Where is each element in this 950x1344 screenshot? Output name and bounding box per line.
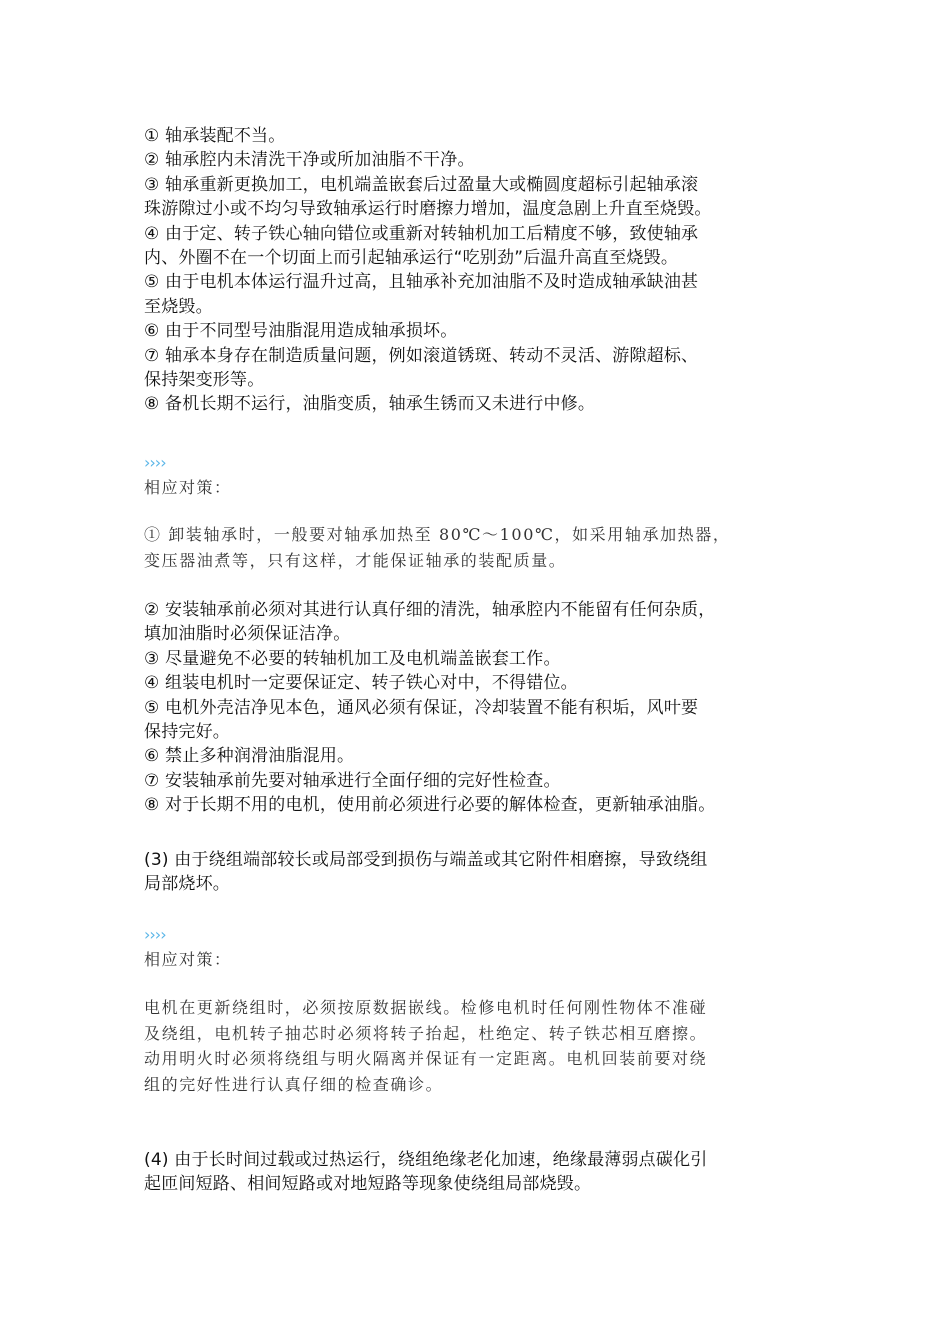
item-line: (3) 由于绕组端部较长或局部受到损伤与端盖或其它附件相磨擦，导致绕组 (144, 850, 708, 870)
item-line: (4) 由于长时间过载或过热运行，绕组绝缘老化加速，绝缘最薄弱点碳化引 (144, 1150, 708, 1170)
countermeasure-label: 相应对策： (144, 478, 232, 497)
item3-paragraph (144, 848, 707, 897)
text-line: 组的完好性进行认真仔细的检查确诊。 (144, 1074, 444, 1094)
text-line: 电机在更新绕组时，必须按原数据嵌线。检修电机时任何刚性物体不准碰 (144, 998, 708, 1017)
section1-header (144, 452, 232, 500)
measure-line: ③ 尽量避免不必要的转轴机加工及电机端盖嵌套工作。 (144, 648, 561, 669)
cause-line: ④ 由于定、转子铁心轴向错位或重新对转轴机加工后精度不够，致使轴承 (144, 223, 699, 244)
measure-line: ⑧ 对于长期不用的电机，使用前必须进行必要的解体检查，更新轴承油脂。 (144, 795, 716, 816)
cause-line: ⑤ 由于电机本体运行温升过高，且轴承补充加油脂不及时造成轴承缺油甚 (144, 272, 699, 293)
measure-line: 保持完好。 (144, 722, 230, 743)
chevrons-icon: ›››› (144, 925, 166, 944)
causes-paragraph (144, 124, 712, 417)
section2-paragraph (144, 995, 707, 1097)
chevrons-icon: ›››› (144, 453, 166, 472)
measures-list (144, 598, 715, 818)
measure-line: ⑦ 安装轴承前先要对轴承进行全面仔细的完好性检查。 (144, 770, 561, 791)
text-line: 动用明火时必须将绕组与明火隔离并保证有一定距离。电机回装前要对绕 (144, 1049, 708, 1068)
causes-list (144, 124, 712, 417)
measure1-paragraph (144, 522, 730, 573)
measure-line: ② 安装轴承前必须对其进行认真仔细的清洗，轴承腔内不能留有任何杂质， (144, 600, 716, 620)
measure-line: 填加油脂时必须保证洁净。 (144, 624, 351, 645)
text-line: 及绕组，电机转子抽芯时必须将转子抬起，杜绝定、转子铁芯相互磨擦。 (144, 1023, 708, 1043)
measure-line: 变压器油煮等，只有这样，才能保证轴承的装配质量。 (144, 550, 567, 570)
item-line: 局部烧坏。 (144, 874, 230, 895)
measure-line: ① 卸装轴承时，一般要对轴承加热至 80℃～100℃，如采用轴承加热器， (144, 525, 731, 544)
cause-line: 保持架变形等。 (144, 370, 265, 391)
cause-line: 至烧毁。 (144, 296, 213, 317)
cause-line: ② 轴承腔内未清洗干净或所加油脂不干净。 (144, 150, 475, 171)
cause-line: ⑧ 备机长期不运行，油脂变质，轴承生锈而又未进行中修。 (144, 394, 596, 415)
cause-line: ⑦ 轴承本身存在制造质量问题，例如滚道锈斑、转动不灵活、游隙超标、 (144, 345, 699, 366)
measure-line: ⑥ 禁止多种润滑油脂混用。 (144, 746, 355, 767)
cause-line: ③ 轴承重新更换加工，电机端盖嵌套后过盈量大或椭圆度超标引起轴承滚 (144, 174, 699, 195)
measure-line: ④ 组装电机时一定要保证定、转子铁心对中，不得错位。 (144, 673, 578, 694)
cause-line: 内、外圈不在一个切面上而引起轴承运行“吃别劲”后温升高直至烧毁。 (144, 248, 679, 269)
cause-line: 珠游隙过小或不均匀导致轴承运行时磨擦力增加，温度急剧上升直至烧毁。 (144, 199, 712, 220)
measure-line: ⑤ 电机外壳洁净见本色，通风必须有保证，冷却装置不能有积垢，风叶要 (144, 697, 699, 718)
item4-paragraph (144, 1148, 707, 1197)
countermeasure-label: 相应对策： (144, 950, 232, 969)
section2-header (144, 924, 232, 972)
cause-line: ① 轴承装配不当。 (144, 126, 286, 146)
cause-line: ⑥ 由于不同型号油脂混用造成轴承损坏。 (144, 321, 458, 342)
item-line: 起匝间短路、相间短路或对地短路等现象使绕组局部烧毁。 (144, 1174, 592, 1195)
